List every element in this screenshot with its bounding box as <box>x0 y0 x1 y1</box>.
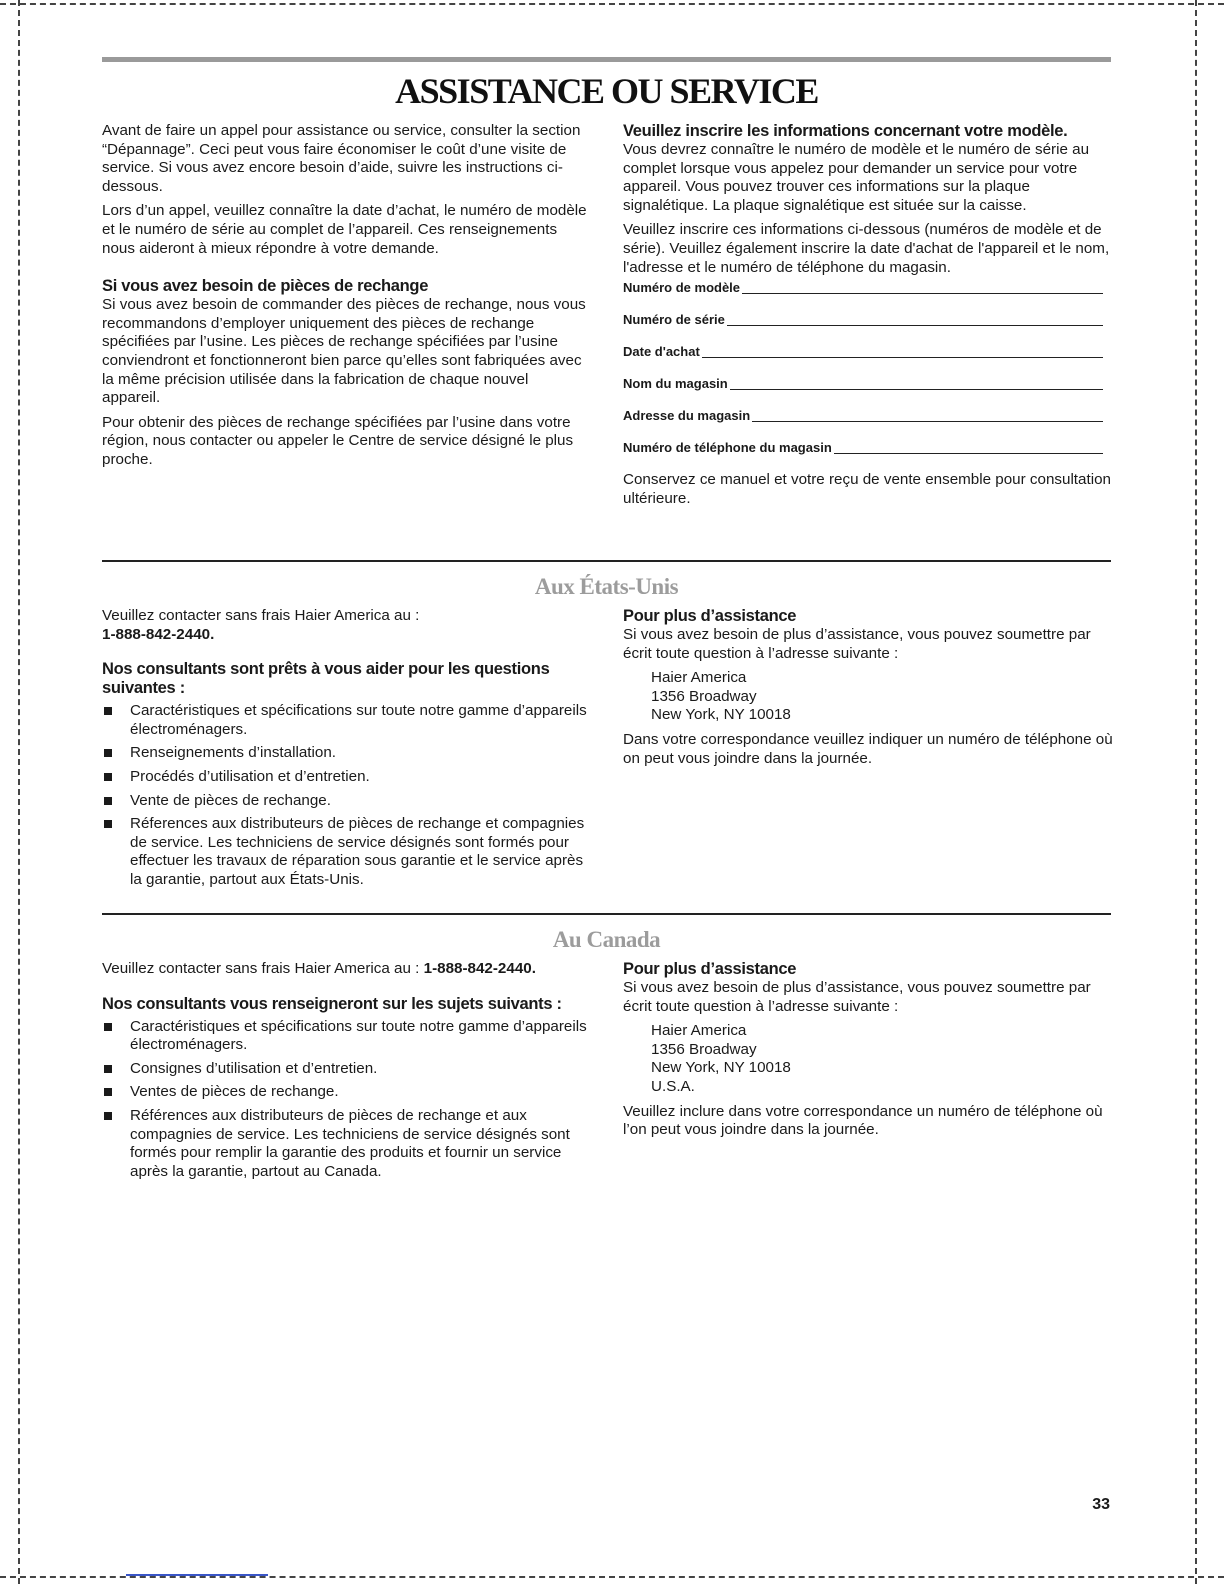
purchase-date-field[interactable] <box>623 329 1103 361</box>
model-info-form <box>623 265 1103 457</box>
store-name-label: Nom du magasin <box>623 375 728 391</box>
usa-more-assistance-text: Si vous avez besoin de plus d’assistance, vous pouvez soumettre par écrit toute question à l’adresse suivante : <box>623 626 1091 662</box>
canada-phone-number: 1-888-842-2440. <box>423 960 536 977</box>
purchase-date-label: Date d'achat <box>623 343 700 359</box>
model-info-paragraph-2: Veuillez inscrire ces informations ci-dessous (numéros de modèle et de série). Veuillez également inscrire la date d'achat de l'appareil et le nom, l'adresse et le numéro de téléphone du magasin. <box>623 221 1110 276</box>
usa-right-column <box>623 607 1115 774</box>
canada-left-column <box>102 960 590 1186</box>
canada-consultants-heading: Nos consultants vous renseigneront sur les sujets suivants : <box>102 994 562 1013</box>
keep-manual-note: Conservez ce manuel et votre reçu de vente ensemble pour consultation ultérieure. <box>623 471 1111 507</box>
canada-topics-list <box>102 1018 590 1182</box>
canada-contact-text: Veuillez contacter sans frais Haier America au : <box>102 960 424 977</box>
store-name-field[interactable] <box>623 361 1103 393</box>
intro-paragraph-2: Lors d’un appel, veuillez connaître la date d’achat, le numéro de modèle et le numéro de série au complet de l’appareil. Ces renseignements nous aideront à mieux répondre à votre demande. <box>102 202 587 257</box>
canada-contact-line <box>102 960 590 979</box>
model-info-paragraph-1: Vous devrez connaître le numéro de modèle et le numéro de série au complet lorsque vous appelez pour demander un service pour votre appareil. Vous pouvez trouver ces informations sur la plaque signalétique. La plaque signalétique est située sur la caisse. <box>623 141 1090 214</box>
list-item: Consignes d’utilisation et d’entretien. <box>102 1060 590 1079</box>
page-number: 33 <box>1092 1496 1110 1513</box>
list-item: Réferences aux distributeurs de pièces de rechange et compagnies de service. Les techniciens de service désignés sont formés pour effectuer les travaux de réparation sous garantie et le service après la garantie, partout aux États-Unis. <box>102 815 590 889</box>
canada-more-assistance-heading: Pour plus d’assistance <box>623 960 797 978</box>
list-item: Caractéristiques et spécifications sur toute notre gamme d’appareils électroménagers. <box>102 702 590 739</box>
usa-left-column <box>102 607 590 895</box>
parts-paragraph-1: Si vous avez besoin de commander des pièces de rechange, nous vous recommandons d’employer uniquement des pièces de rechange spécifiées par l’usine. Les pièces de rechange spécifiées par l’usine conviendront et fonctionneront bien parce qu’elles sont fabriquées avec la même précision utilisée dans la fabrication de chaque nouvel appareil. <box>102 296 586 407</box>
cut-border-right <box>1195 0 1197 1584</box>
intro-paragraph-1: Avant de faire un appel pour assistance ou service, consulter la section “Dépannage”. Ceci peut vous faire économiser le coût d’une visite de service. Si vous avez encore besoin d’aide, suivre les instructions ci-dessous. <box>102 122 581 195</box>
usa-section-rule <box>102 560 1111 562</box>
usa-contact-text: Veuillez contacter sans frais Haier America au : <box>102 607 420 624</box>
serial-number-label: Numéro de série <box>623 311 725 327</box>
usa-topics-list <box>102 702 590 889</box>
cut-border-top <box>0 3 1224 5</box>
usa-section-title: Aux États-Unis <box>534 574 679 599</box>
canada-section-title: Au Canada <box>552 927 661 952</box>
list-item: Ventes de pièces de rechange. <box>102 1083 590 1102</box>
canada-section-rule <box>102 913 1111 915</box>
list-item: Caractéristiques et spécifications sur toute notre gamme d’appareils électroménagers. <box>102 1018 590 1055</box>
model-info-heading: Veuillez inscrire les informations concernant votre modèle. <box>623 122 1068 140</box>
page-title: ASSISTANCE OU SERVICE <box>395 71 818 111</box>
blue-mark-line <box>126 1574 268 1576</box>
canada-more-assistance-text: Si vous avez besoin de plus d’assistance, vous pouvez soumettre par écrit toute question à l’adresse suivante : <box>623 979 1091 1015</box>
model-info-column <box>623 122 1115 514</box>
model-number-label: Numéro de modèle <box>623 279 741 295</box>
usa-consultants-heading: Nos consultants sont prêts à vous aider pour les questions suivantes : <box>102 660 550 698</box>
list-item: Vente de pièces de rechange. <box>102 792 590 811</box>
canada-closing-text: Veuillez inclure dans votre correspondance un numéro de téléphone où l’on peut vous joindre dans la journée. <box>623 1102 1103 1139</box>
canada-mailing-address: Haier America 1356 Broadway New York, NY 10018 U.S.A. <box>651 1022 791 1095</box>
store-phone-label: Numéro de téléphone du magasin <box>623 439 832 455</box>
cut-border-left <box>18 0 20 1584</box>
title-rule <box>102 57 1111 62</box>
list-item: Renseignements d’installation. <box>102 744 590 763</box>
cut-border-bottom <box>0 1576 1224 1578</box>
list-item: Procédés d’utilisation et d’entretien. <box>102 768 590 787</box>
list-item: Références aux distributeurs de pièces de rechange et aux compagnies de service. Les techniciens de service désignés sont formés pour remplir la garantie des produits et fournir un service après la garantie, partout au Canada. <box>102 1107 590 1181</box>
usa-phone-number: 1-888-842-2440. <box>102 625 215 643</box>
parts-paragraph-2: Pour obtenir des pièces de rechange spécifiées par l’usine dans votre région, nous contacter ou appeler le Centre de service désigné le plus proche. <box>102 413 574 468</box>
usa-more-assistance-heading: Pour plus d’assistance <box>623 607 797 625</box>
canada-right-column <box>623 960 1115 1146</box>
parts-heading: Si vous avez besoin de pièces de rechange <box>102 277 429 296</box>
usa-mailing-address: Haier America 1356 Broadway New York, NY 10018 <box>651 669 791 724</box>
store-address-field[interactable] <box>623 393 1103 425</box>
usa-closing-text: Dans votre correspondance veuillez indiquer un numéro de téléphone où on peut vous joindre dans la journée. <box>623 730 1113 767</box>
store-phone-field[interactable] <box>623 425 1103 457</box>
intro-column <box>102 122 590 476</box>
serial-number-field[interactable] <box>623 297 1103 329</box>
store-address-label: Adresse du magasin <box>623 407 751 423</box>
